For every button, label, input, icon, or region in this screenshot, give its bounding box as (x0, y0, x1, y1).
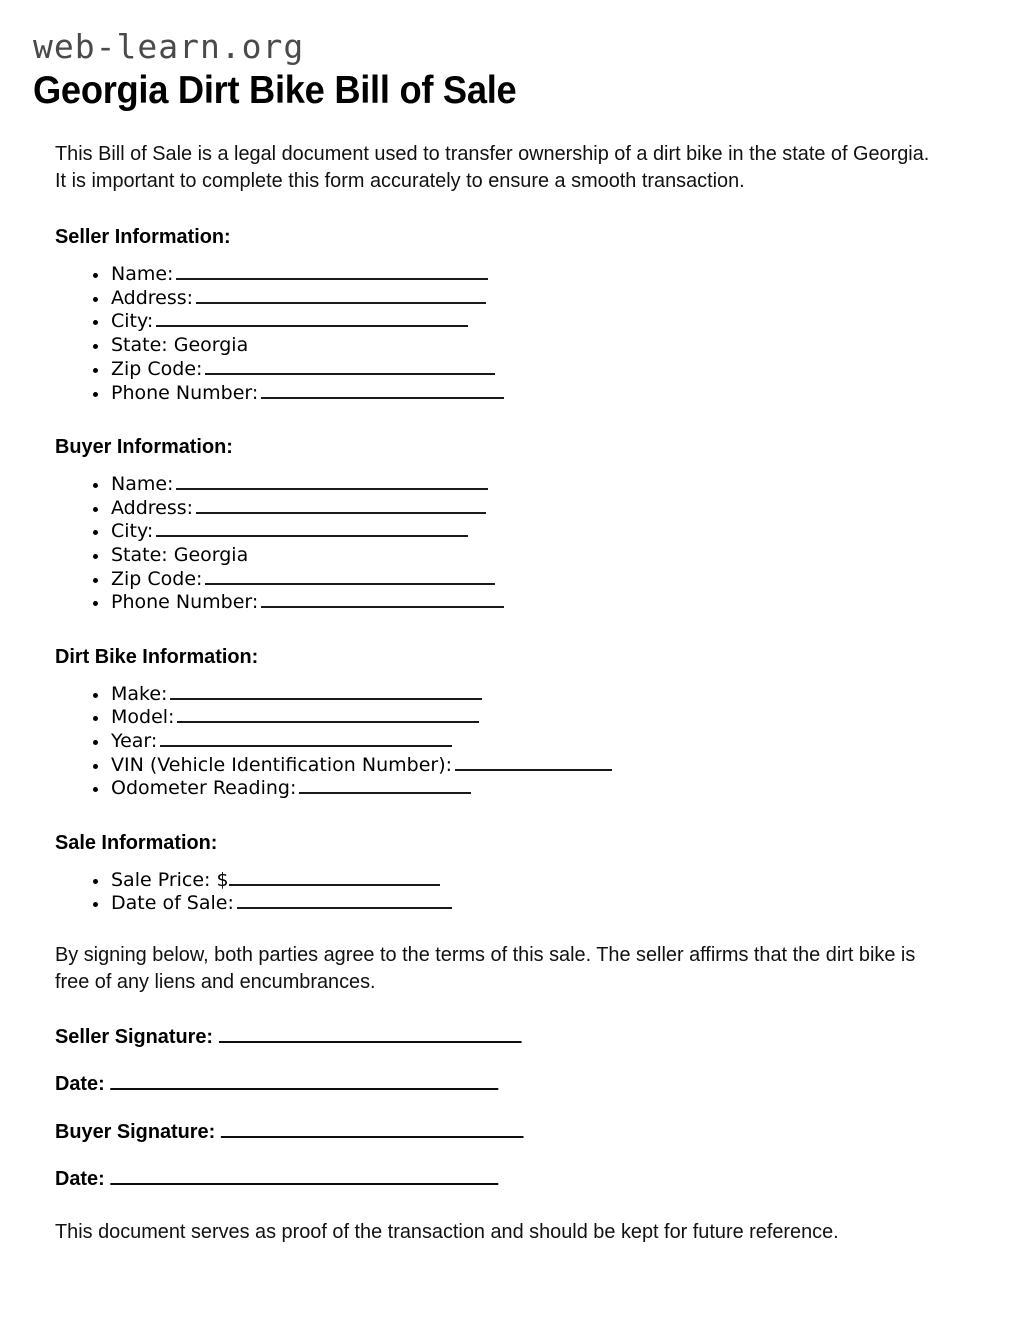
field-label: Year: (111, 730, 158, 753)
field-label: Address: (111, 496, 194, 519)
section-heading-buyer: Buyer Information: (55, 435, 233, 459)
blank-fill-line[interactable] (237, 892, 452, 909)
field-label: Sale Price: $ (111, 868, 229, 891)
field-label: City: (111, 310, 154, 333)
list-item (55, 544, 970, 568)
seller-signature-line (55, 1025, 943, 1050)
signature-label: Buyer Signature: (55, 1119, 216, 1143)
terms-paragraph: By signing below, both parties agree to the terms of this sale. The seller affirms that the dirt bike is free of any liens and encumbrances. (55, 943, 916, 994)
blank-fill-line[interactable] (196, 287, 486, 304)
sale-field-list (55, 869, 970, 916)
field-label: Name: (111, 472, 174, 495)
blank-fill-line[interactable] (176, 473, 488, 490)
signature-label: Seller Signature: (55, 1024, 214, 1048)
list-item (55, 287, 970, 311)
field-label: Zip Code: (111, 357, 203, 380)
blank-fill-line[interactable] (160, 730, 452, 747)
list-item (55, 263, 970, 287)
list-item (55, 310, 970, 334)
dirt-bike-field-list (55, 683, 970, 802)
blank-fill-line[interactable] (229, 869, 440, 886)
field-label: Phone Number: (111, 381, 259, 404)
list-item (55, 334, 970, 358)
field-label: Zip Code: (111, 567, 203, 590)
list-item (55, 382, 970, 406)
blank-fill-line[interactable] (156, 310, 468, 327)
list-item (55, 568, 970, 592)
list-item (55, 473, 970, 497)
list-item (55, 591, 970, 615)
field-label: Name: (111, 263, 174, 286)
list-item (55, 520, 970, 544)
intro-paragraph: This Bill of Sale is a legal document used to transfer ownership of a dirt bike in the state of Georgia. It is important to complete this form accurately to ensure a smooth transaction. (55, 141, 930, 193)
blank-fill-line[interactable] (205, 568, 495, 585)
blank-fill-line[interactable] (111, 1168, 499, 1185)
list-item (55, 730, 970, 754)
masthead (33, 28, 970, 114)
field-label: State: Georgia (111, 543, 249, 566)
blank-fill-line[interactable] (156, 520, 468, 537)
buyer-signature-line (55, 1120, 943, 1145)
list-item (55, 869, 970, 893)
list-item (55, 777, 970, 801)
blank-fill-line[interactable] (261, 591, 504, 608)
seller-field-list (55, 263, 970, 405)
list-item (55, 754, 970, 778)
blank-fill-line[interactable] (196, 497, 486, 514)
field-label: Make: (111, 682, 168, 705)
signature-block (55, 1025, 970, 1192)
page-title: Georgia Dirt Bike Bill of Sale (33, 68, 517, 112)
blank-fill-line[interactable] (111, 1073, 499, 1090)
blank-fill-line[interactable] (170, 683, 482, 700)
field-label: Date of Sale: (111, 892, 234, 915)
buyer-date-line (55, 1167, 943, 1192)
blank-fill-line[interactable] (177, 706, 479, 723)
blank-fill-line[interactable] (221, 1121, 524, 1138)
list-item (55, 497, 970, 521)
section-heading-dirt-bike: Dirt Bike Information: (55, 645, 259, 669)
seller-date-line (55, 1072, 943, 1097)
field-label: Model: (111, 706, 175, 729)
blank-fill-line[interactable] (205, 358, 495, 375)
field-label: Address: (111, 286, 194, 309)
signature-label: Date: (55, 1072, 105, 1096)
list-item (55, 892, 970, 916)
section-heading-sale: Sale Information: (55, 831, 218, 855)
list-item (55, 358, 970, 382)
field-label: Odometer Reading: (111, 777, 297, 800)
footer-note: This document serves as proof of the transaction and should be kept for future reference. (55, 1220, 839, 1244)
buyer-field-list (55, 473, 970, 615)
blank-fill-line[interactable] (176, 263, 488, 280)
site-logo: web-learn.org (33, 27, 305, 66)
blank-fill-line[interactable] (219, 1026, 522, 1043)
blank-fill-line[interactable] (261, 382, 504, 399)
signature-label: Date: (55, 1167, 105, 1191)
field-label: City: (111, 520, 154, 543)
blank-fill-line[interactable] (299, 777, 471, 794)
blank-fill-line[interactable] (455, 754, 612, 771)
section-heading-seller: Seller Information: (55, 225, 231, 249)
field-label: Phone Number: (111, 591, 259, 614)
field-label: State: Georgia (111, 334, 249, 357)
field-label: VIN (Vehicle Identification Number): (111, 753, 453, 776)
list-item (55, 706, 970, 730)
list-item (55, 683, 970, 707)
